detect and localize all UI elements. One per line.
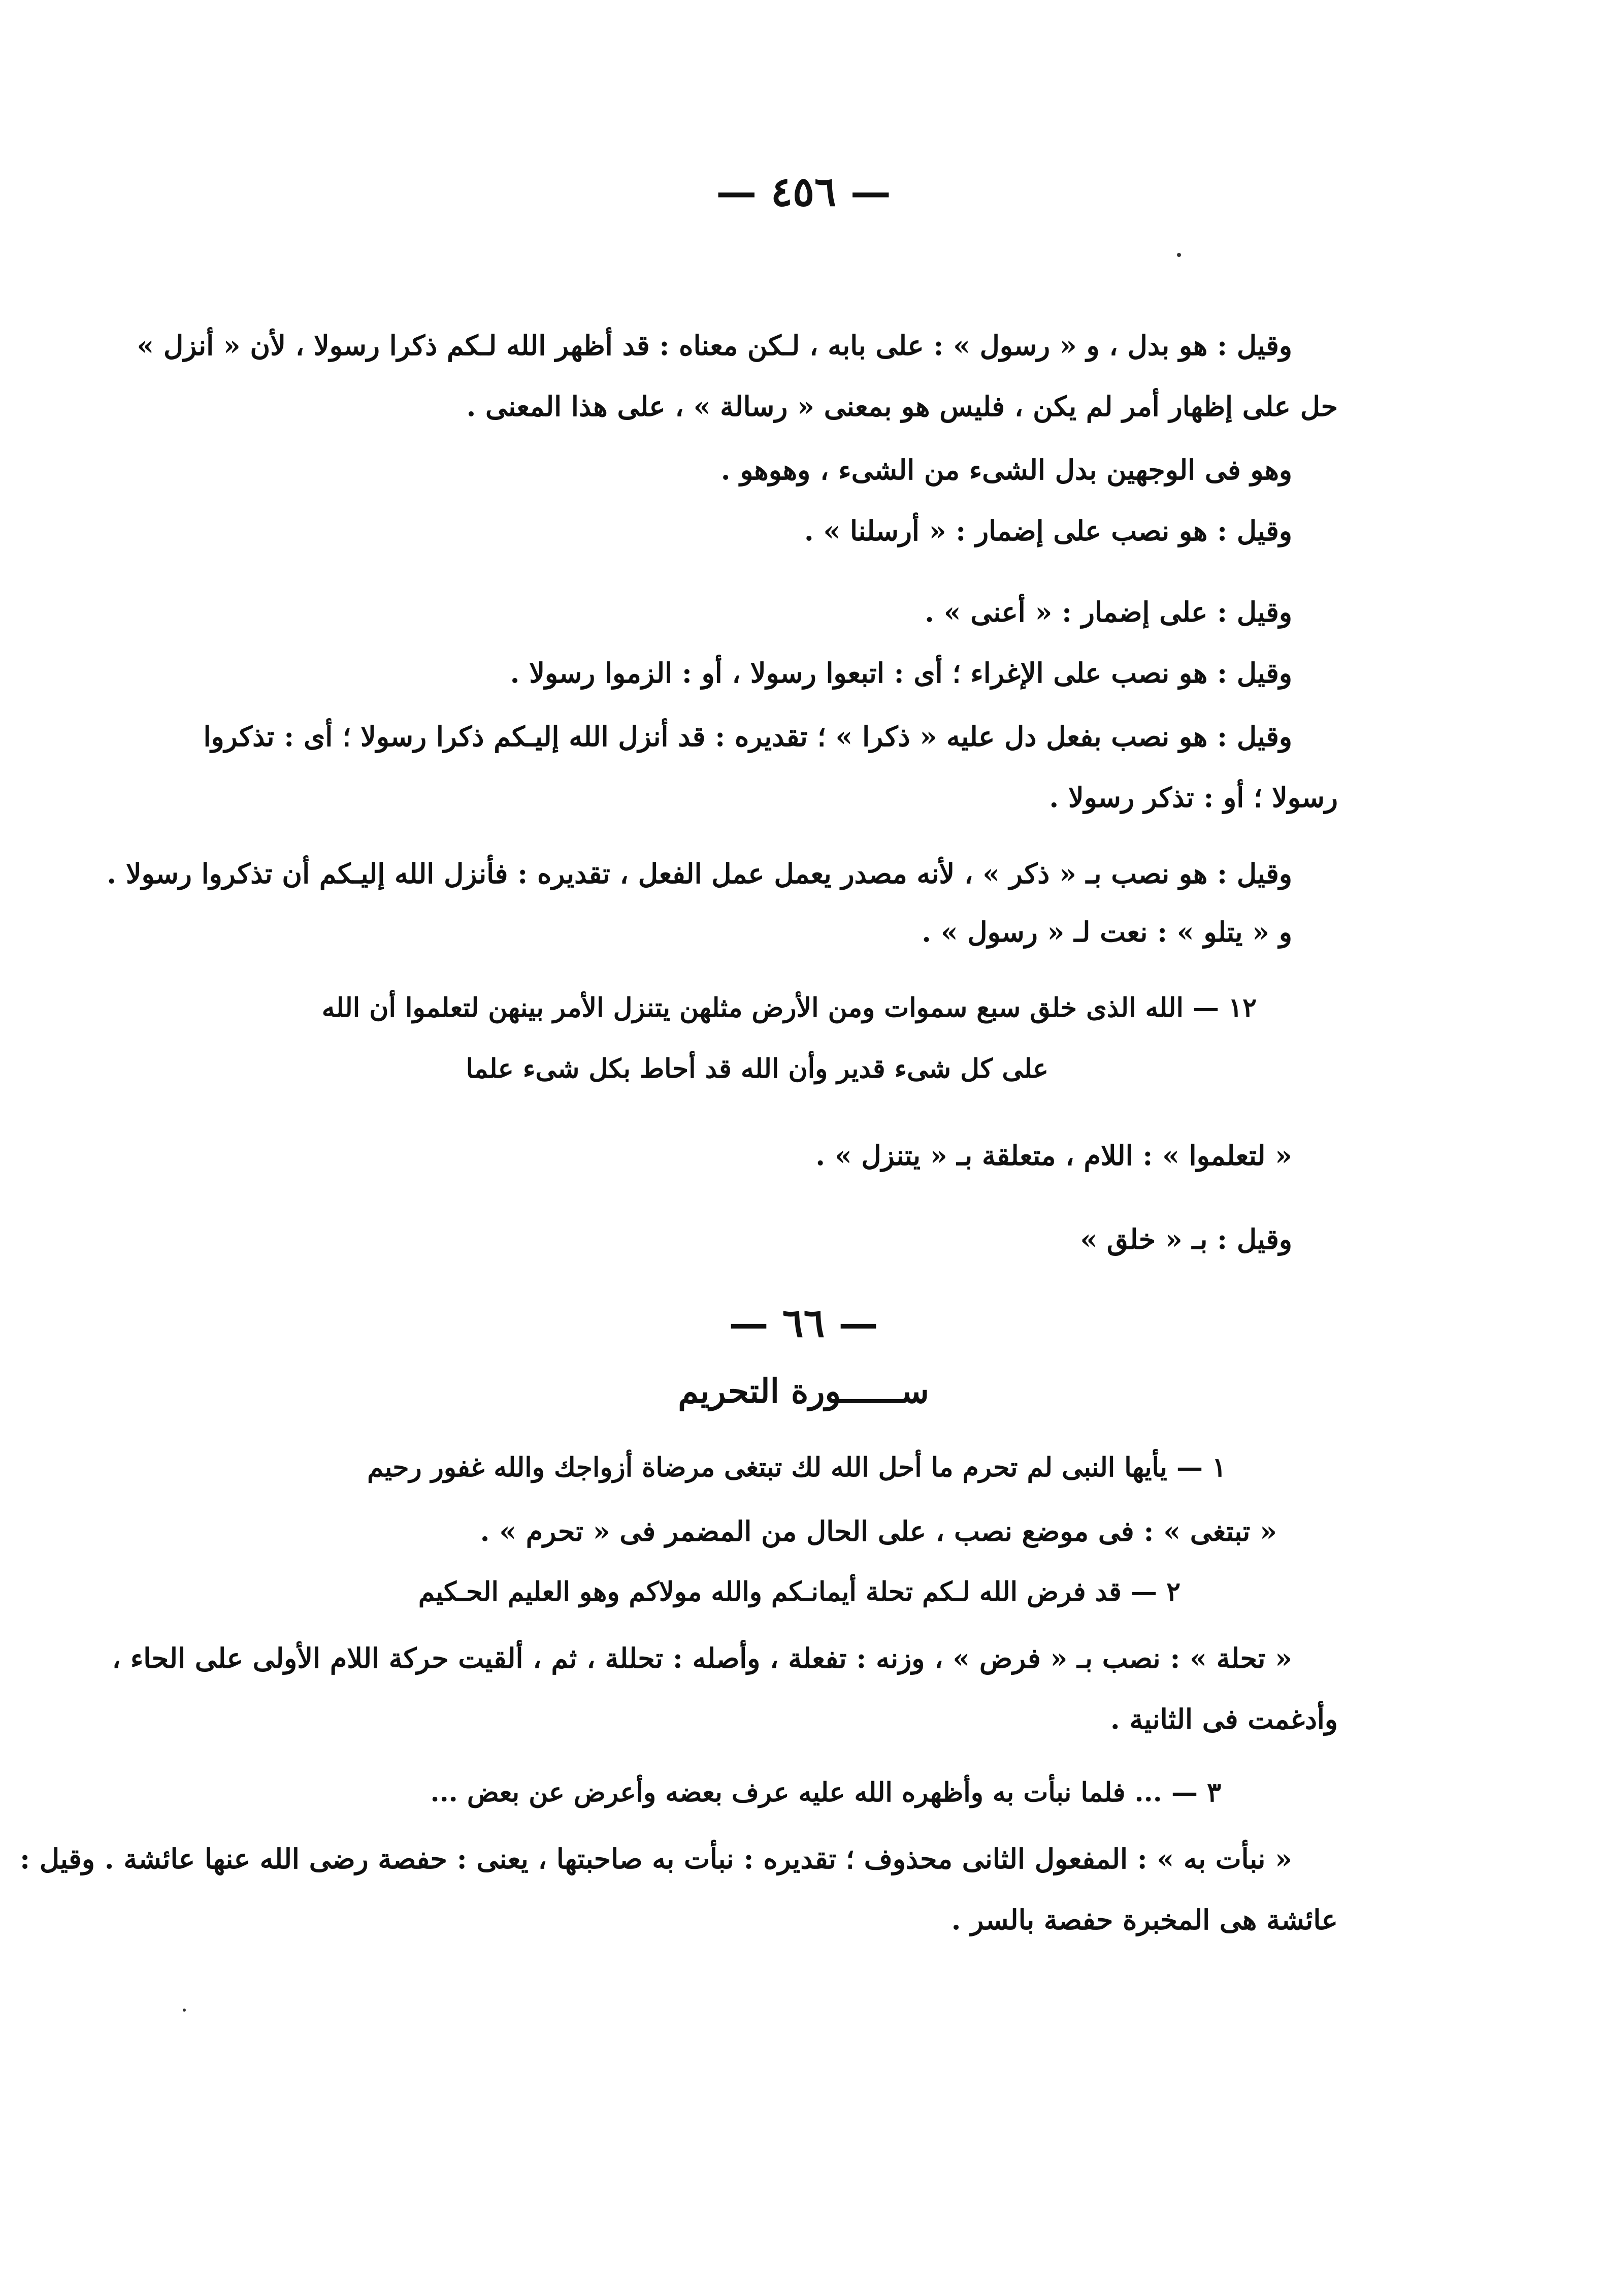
- surah-title: ســــــورة التحريم: [678, 1371, 929, 1411]
- verse-12-line-2: على كل شىء قدير وأن الله قد أحاط بكل شىء علما: [466, 1053, 1048, 1084]
- verse-3: ٣ — ... فلما نبأت به وأظهره الله عليه عرف بعضه وأعرض عن بعض ...: [430, 1777, 1221, 1808]
- note-1: « تبتغى » : فى موضع نصب ، على الحال من المضمر فى « تحرم » .: [480, 1515, 1277, 1547]
- note-2-line-2: وأدغمت فى الثانية .: [1110, 1703, 1338, 1735]
- note-12-line-1: « لتعلموا » : اللام ، متعلقة بـ « يتنزل » .: [815, 1139, 1292, 1172]
- page-number: — ٤٥٦ —: [716, 168, 891, 215]
- text-line-10: و « يتلو » : نعت لـ « رسول » .: [922, 916, 1292, 948]
- note-3-line-2: عائشة هى المخبرة حفصة بالسر .: [951, 1903, 1338, 1936]
- verse-12-line-1: ١٢ — الله الذى خلق سبع سموات ومن الأرض مثلهن يتنزل الأمر بينهن لتعلموا أن الله: [321, 992, 1257, 1023]
- note-12-line-2: وقيل : بـ « خلق »: [1080, 1223, 1292, 1255]
- text-line-9: وقيل : هو نصب بـ « ذكر » ، لأنه مصدر يعمل عمل الفعل ، تقديره : فأنزل الله إليـكم أن تذكروا رسولا .: [107, 857, 1292, 890]
- speck-mark: [1177, 253, 1181, 257]
- text-line-4: وقيل : هو نصب على إضمار : « أرسلنا » .: [804, 514, 1292, 547]
- verse-2: ٢ — قد فرض الله لـكم تحلة أيمانـكم والله مولاكم وهو العليم الحـكيم: [418, 1576, 1180, 1607]
- note-3-line-1: « نبأت به » : المفعول الثانى محذوف ؛ تقديره : نبأت به صاحبتها ، يعنى : حفصة رضى الله عنها عائشة . وقيل :: [20, 1842, 1292, 1875]
- note-2-line-1: « تحلة » : نصب بـ « فرض » ، وزنه : تفعلة ، وأصله : تحللة ، ثم ، ألقيت حركة اللام الأولى على الحاء ،: [112, 1642, 1292, 1674]
- text-line-5: وقيل : على إضمار : « أعنى » .: [925, 596, 1292, 628]
- text-line-6: وقيل : هو نصب على الإغراء ؛ أى : اتبعوا رسولا ، أو : الزموا رسولا .: [510, 657, 1292, 689]
- surah-number: — ٦٦ —: [729, 1300, 878, 1346]
- verse-1: ١ — يأيها النبى لم تحرم ما أحل الله لك تبتغى مرضاة أزواجك والله غفور رحيم: [367, 1452, 1226, 1483]
- text-line-3: وهو فى الوجهين بدل الشىء من الشىء ، وهوهو .: [720, 454, 1292, 486]
- text-line-2: حل على إظهار أمر لم يكن ، فليس هو بمعنى « رسالة » ، على هذا المعنى .: [466, 390, 1338, 423]
- text-line-7: وقيل : هو نصب بفعل دل عليه « ذكرا » ؛ تقديره : قد أنزل الله إليـكم ذكرا رسولا ؛ أى : تذكروا: [203, 720, 1292, 753]
- text-line-1: وقيل : هو بدل ، و « رسول » : على بابه ، لـكن معناه : قد أظهر الله لـكم ذكرا رسولا ، لأن « أنزل »: [137, 329, 1292, 362]
- speck-mark: [183, 2009, 186, 2012]
- text-line-8: رسولا ؛ أو : تذكر رسولا .: [1049, 781, 1338, 814]
